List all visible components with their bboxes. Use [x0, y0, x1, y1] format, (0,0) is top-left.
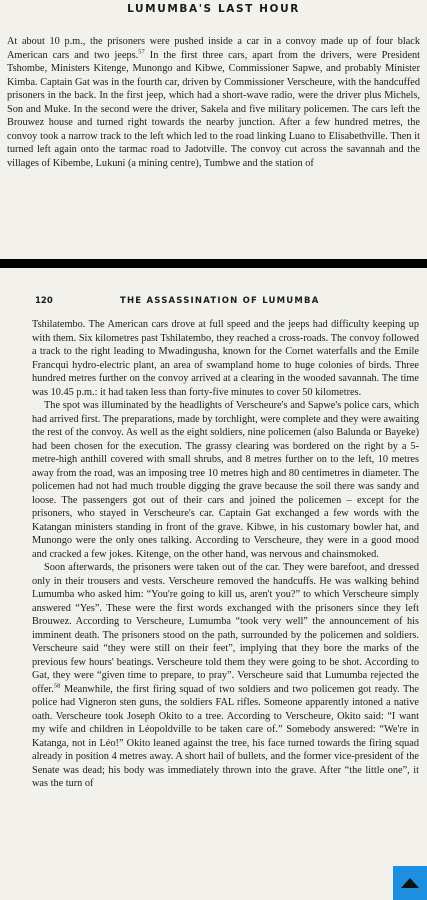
page-text	[0, 17, 427, 170]
paragraph: Soon afterwards, the prisoners were taken out of the car. They were barefoot, and dressed only in their trousers and vests. Verscheure removed the handcuffs. He was walking behind Lumumba who asked him: “You're going to kill us, aren't you?” to which Verscheure simply answered “Yes”. These were the first words exchanged with the prisoners since they left Brouwez. According to Verscheure, Lumumba “took very well” the announcement of his imminent death. The prisoners stood on the path, surrounded by the policemen and soldiers. Verscheure said “they were still on their feet”, implying that they bore the marks of the previous few hours' beatings. Verscheure told them they were going to be shot. According to Gat, they were “given time to prepare, to pray”. Verscheure said that Lumumba rejected the offer.$^{58}$ Meanwhile, the first firing squad of two soldiers and two policemen got ready. The police had Vigneron sten guns, the soldiers FAL rifles. Someone apparently intoned a native oath. Verscheure took Joseph Okito to a tree. According to Verscheure, Okito said: “I want my wife and children in Léopoldville to be taken care of.” Somebody answered: “We're in Katanga, not in Léo!” Okito leaned against the tree, his face turned towards the firing squad already in position 4 metres away. A short hail of bullets, and the former vice-president of the Senate was dead; his body was immediately thrown into the grave. After “the little one”, it was the turn of	[32, 562, 419, 789]
page-header	[0, 294, 427, 314]
scroll-to-top-button[interactable]	[393, 866, 427, 900]
page-number: 120	[35, 296, 53, 306]
paragraph: Tshilatembo. The American cars drove at full speed and the jeeps had difficulty keeping up with them. Six kilometres past Tshilatembo, they reached a cross-roads. The convoy followed a track to the right leading to Mwadingusha, known for the Cornet waterfalls and the Emile Francqui hydro-electric plant, an area of swampland home to huge colonies of birds. Three hundred metres further on the convoy arrived at a clearing in the wooded savannah. The time was 10.45 p.m.: it had taken less than forty-five minutes to cover 50 kilometres.	[32, 319, 419, 398]
chevron-up-icon	[393, 866, 427, 900]
book-page-top	[0, 0, 427, 259]
paragraph: At about 10 p.m., the prisoners were pushed inside a car in a convoy made up of four black American cars and two jeeps.$^{57}$ In the first three cars, apart from the drivers, were President Tshombe, Ministers Kitenge, Munongo and Kibwe, Commissioner Sapwe, and probably Minister Kimba. Captain Gat was in the fourth car, driven by Commissioner Verscheure, with the handcuffed prisoners in the back. In the first jeep, which had a short-wave radio, were the driver plus Michels, Son and Muke. In the second were the driver, Sakela and five military policemen. The cars left the Brouwez house and turned right towards the nearby junction. After a few hundred metres, the convoy took a narrow track to the left which led to the road linking Luano to Elisabethville. Then it turned left again onto the tarmac road to Jadotville. The convoy cut across the savannah and the villages of Kibembe, Lukuni (a mining centre), Tumbwe and the station of	[7, 36, 420, 169]
footnote-ref[interactable]: 58	[53, 682, 61, 690]
book-page-bottom	[0, 268, 427, 900]
page-text	[0, 314, 427, 791]
footnote-ref[interactable]: 57	[138, 48, 145, 56]
running-head: THE ASSASSINATION OF LUMUMBA	[120, 296, 320, 306]
paragraph: The spot was illuminated by the headlights of Verscheure's and Sapwe's police cars, which had arrived first. The preparations, made by torchlight, were complete and they were awaiting the rest of the convoy. As well as the eight soldiers, nine policemen (also Balunda or Bayeke) had been chosen for the execution. The grassy clearing was bordered on the right by a 5-metre-high anthill covered with small shrubs, and 8 metres further on to the left, 10 metres away from the road, was an imposing tree 10 metres high and 80 centimetres in diameter. The policemen had not had much trouble digging the grave because the soil there was sandy and loose. The passengers got out of their cars and joined the policemen – except for the prisoners, who stayed in Verscheure's car. Captain Gat exchanged a few words with the Katangan ministers standing in front of the grave. Kibwe, in his customary bowler hat, and Munongo were the only ones talking. According to Verscheure, they were in a good mood and cracked a few jokes. Kitenge, on the other hand, was nervous and chainsmoked.	[32, 400, 419, 560]
running-head: LUMUMBA'S LAST HOUR	[127, 3, 300, 15]
